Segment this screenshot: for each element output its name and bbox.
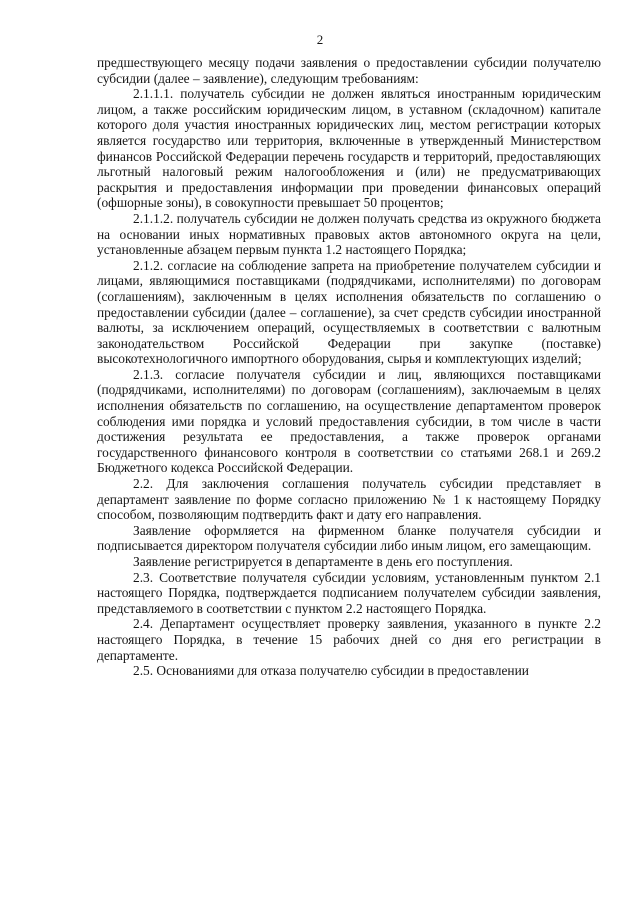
- paragraph-application-form: Заявление оформляется на фирменном бланке получателя субсидии и подписывается директором получателя субсидии либо иным лицом, его замещающим.: [97, 522, 601, 554]
- paragraph-2-2: 2.2. Для заключения соглашения получатель субсидии представляет в департамент заявление по форме согласно приложению № 1 к настоящему Порядку способом, позволяющим подтвердить факт и дату его направления.: [97, 476, 601, 523]
- paragraph-2-5: 2.5. Основаниями для отказа получателю субсидии в предоставлении: [133, 663, 529, 679]
- page-number: 2: [316, 32, 324, 47]
- paragraph-2-1-1-1: 2.1.1.1. получатель субсидии не должен являться иностранным юридическим лицом, а также российским юридическим лицом, в уставном (складочном) капитале которого доля участия иностранных юридических лиц, местом регистрации которых является государство или территория, включенные в утвержденный Министерством финансов Российской Федерации перечень государств и территорий, предоставляющих льготный налоговый режим налогообложения и (или) не предусматривающих раскрытия и предоставления информации при проведении финансовых операций (офшорные зоны), в совокупности превышает 50 процентов;: [97, 86, 601, 211]
- paragraph-2-1-2: 2.1.2. согласие на соблюдение запрета на приобретение получателем субсидии и лицами, являющимися поставщиками (подрядчиками, исполнителями) по договорам (соглашениям), заключенным в целях исполнения обязательств по соглашению о предоставлении субсидии (далее – соглашение), за счет средств субсидии иностранной валюты, за исключением операций, осуществляемых в соответствии с валютным законодательством Российской Федерации при закупке (поставке) высокотехнологичного импортного оборудования, сырья и комплектующих изделий;: [97, 257, 601, 367]
- paragraph-2-1-3: 2.1.3. согласие получателя субсидии и лиц, являющихся поставщиками (подрядчиками, исполнителями) по договорам (соглашениям), заключаемым в целях исполнения обязательств по соглашению, на осуществление департаментом проверок соблюдения ими порядка и условий предоставления субсидии, в том числе в части достижения результата ее предоставления, а также проверок органами государственного финансового контроля в соответствии со статьями 268.1 и 269.2 Бюджетного кодекса Российской Федерации.: [97, 366, 601, 476]
- paragraph-application-registration: Заявление регистрируется в департаменте в день его поступления.: [133, 554, 513, 569]
- paragraph-2-3: 2.3. Соответствие получателя субсидии условиям, установленным пунктом 2.1 настоящего Порядка, подтверждается подписанием получателем субсидии заявления, представляемого в соответствии с пунктом 2.2 настоящего Порядка.: [97, 569, 601, 616]
- paragraph-2-4: 2.4. Департамент осуществляет проверку заявления, указанного в пункте 2.2 настоящего Порядка, в течение 15 рабочих дней со дня его регистрации в департаменте.: [97, 616, 601, 663]
- document-body: [97, 55, 601, 679]
- paragraph-continuation: предшествующего месяцу подачи заявления о предоставлении субсидии получателю субсидии (далее – заявление), следующим требованиям:: [97, 55, 601, 86]
- paragraph-2-1-1-2: 2.1.1.2. получатель субсидии не должен получать средства из окружного бюджета на основании иных нормативных правовых актов автономного округа на цели, установленные абзацем первым пункта 1.2 настоящего Порядка;: [97, 210, 601, 258]
